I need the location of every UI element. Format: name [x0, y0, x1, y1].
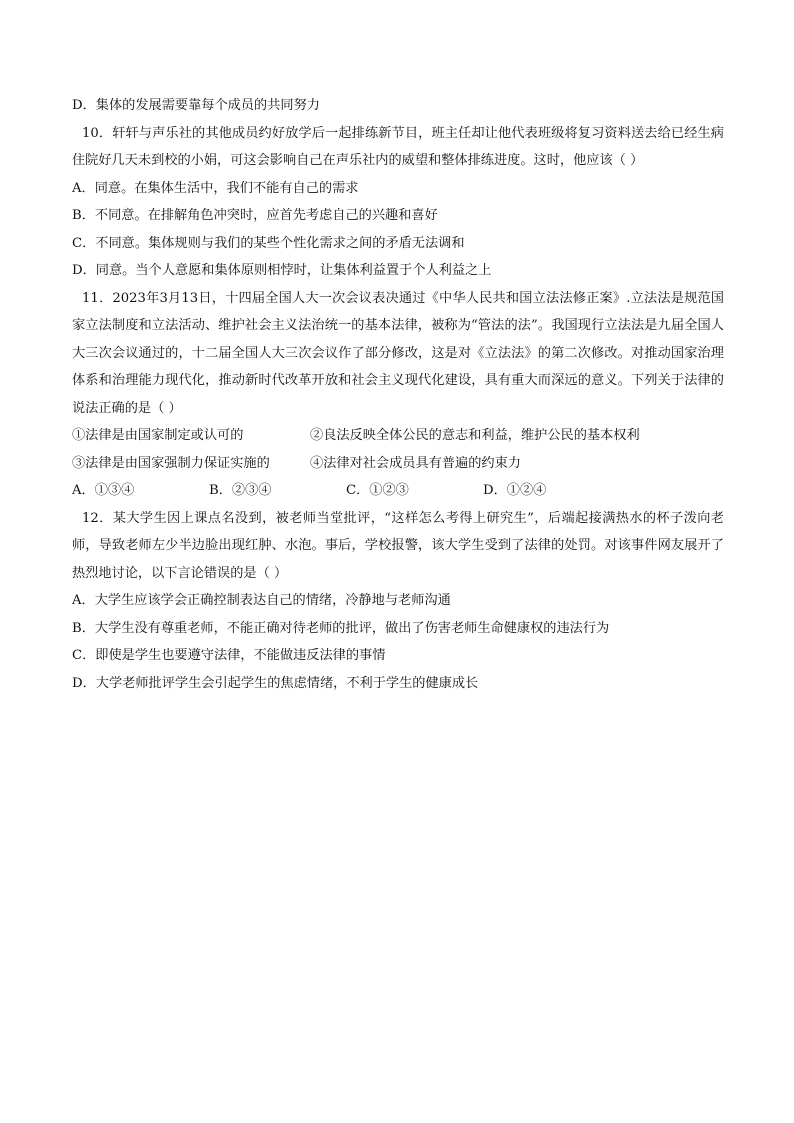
q11-option-c: C．①②③	[346, 483, 409, 498]
q11-statement-2: ②良法反映全体公民的意志和利益，维护公民的基本权利	[310, 428, 640, 443]
q9-option-d: D．集体的发展需要靠每个成员的共同努力	[72, 98, 320, 113]
q10-option-c: C．不同意。集体规则与我们的某些个性化需求之间的矛盾无法调和	[72, 235, 465, 251]
q10-option-a: A．同意。在集体生活中，我们不能有自己的需求	[72, 180, 359, 196]
q11-statement-3: ③法律是由国家强制力保证实施的	[72, 455, 270, 471]
q12-stem: 12．某大学生因上课点名没到，被老师当堂批评，“这样怎么考得上研究生”，后端起接满热水的杯子泼向老师，导致老师左少半边脸出现红肿、水泡。事后，学校报警，该大学生受到了法律的处罚。对该事件网友展开了热烈地讨论，以下言论错误的是（ ）	[72, 510, 724, 581]
q10-stem: 10．轩轩与声乐社的其他成员约好放学后一起排练新节目，班主任却让他代表班级将复习资料送去给已经生病住院好几天未到校的小娟，可这会影响自己在声乐社内的威望和整体排练进度。这时，他应该（ ）	[72, 125, 724, 168]
q11-options	[72, 477, 724, 505]
q11-option-a: A．①③④	[72, 483, 135, 498]
q11-option-d: D．①②④	[483, 483, 547, 498]
q11-statements-row-2	[72, 450, 724, 478]
q10-option-b: B．不同意。在排解角色冲突时，应首先考虑自己的兴趣和喜好	[72, 208, 438, 223]
q12-option-c: C．即使是学生也要遵守法律，不能做违反法律的事情	[72, 648, 386, 663]
q12-option-d: D．大学老师批评学生会引起学生的焦虑情绪，不利于学生的健康成长	[72, 675, 479, 691]
q11-statement-1: ①法律是由国家制定或认可的	[72, 428, 244, 443]
exam-page	[72, 92, 724, 697]
q11-stem: 11．2023年3月13日，十四届全国人大一次会议表决通过《中华人民共和国立法法修正案》.立法法是规范国家立法制度和立法活动、维护社会主义法治统一的基本法律，被称为“管法的法”。我国现行立法法是九届全国人大三次会议通过的，十二届全国人大三次会议作了部分修改，这是对《立法法》的第二次修改。对推动国家治理体系和治理能力现代化，推动新时代改革开放和社会主义现代化建设，具有重大而深远的意义。下列关于法律的说法正确的是（ ）	[72, 290, 724, 416]
q12-option-a: A．大学生应该学会正确控制表达自己的情绪，冷静地与老师沟通	[72, 593, 451, 608]
q11-statement-4: ④法律对社会成员具有普遍的约束力	[310, 455, 521, 471]
q10-option-d: D．同意。当个人意愿和集体原则相悖时，让集体利益置于个人利益之上	[72, 263, 492, 278]
q11-statements-row-1	[72, 422, 724, 450]
q12-option-b: B．大学生没有尊重老师，不能正确对待老师的批评，做出了伤害老师生命健康权的违法行为	[72, 620, 610, 636]
q11-option-b: B．②③④	[209, 483, 272, 498]
